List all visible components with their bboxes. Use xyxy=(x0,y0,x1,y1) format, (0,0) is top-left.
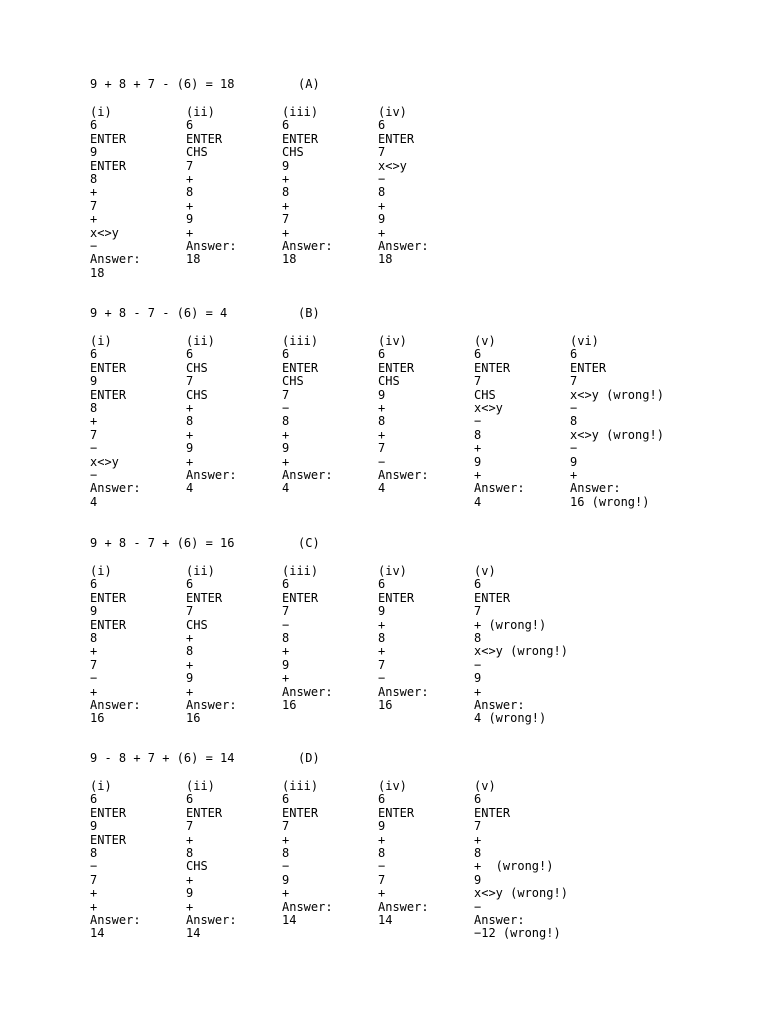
keystroke-step: ENTER xyxy=(282,131,319,146)
column-label: (i) xyxy=(90,105,112,119)
keystroke-step: 8 xyxy=(570,414,578,429)
solution-column xyxy=(90,106,186,280)
keystroke-step: 9 xyxy=(186,671,194,686)
keystroke-step: 8 xyxy=(186,414,194,429)
keystroke-step: + xyxy=(282,225,290,240)
keystroke-step: 9 xyxy=(282,657,290,672)
keystroke-step: − xyxy=(282,400,290,415)
keystroke-step: 9 xyxy=(90,374,98,389)
column-label: (v) xyxy=(474,779,496,793)
problem-label: (A) xyxy=(298,77,320,91)
solution-column xyxy=(474,565,570,726)
answer-label: Answer: xyxy=(474,481,525,496)
keystroke-step: + xyxy=(90,886,98,901)
keystroke-step: + xyxy=(90,644,98,659)
keystroke-step: 6 xyxy=(474,347,482,362)
keystroke-step: 7 xyxy=(282,604,290,619)
keystroke-step: 8 xyxy=(378,414,386,429)
keystroke-step: ENTER xyxy=(282,590,319,605)
keystroke-step: − xyxy=(474,414,482,429)
answer-label: Answer: xyxy=(378,238,429,253)
column-label: (iii) xyxy=(282,564,319,578)
keystroke-step: 8 xyxy=(378,185,386,200)
answer-label: Answer: xyxy=(90,697,141,712)
keystroke-step: − xyxy=(378,171,386,186)
keystroke-step: ENTER xyxy=(90,360,127,375)
column-label: (iv) xyxy=(378,334,407,348)
keystroke-step: + xyxy=(282,671,290,686)
keystroke-step: 6 xyxy=(570,347,578,362)
keystroke-step: 9 xyxy=(474,872,482,887)
answer-value: 16 xyxy=(378,697,393,712)
keystroke-step: 8 xyxy=(474,427,482,442)
answer-value: 4 (wrong!) xyxy=(474,711,547,726)
column-label: (iv) xyxy=(378,105,407,119)
keystroke-step: 8 xyxy=(90,171,98,186)
keystroke-step: 9 xyxy=(282,441,290,456)
keystroke-step: x<>y xyxy=(90,454,119,469)
answer-value: 18 xyxy=(90,265,105,280)
keystroke-step: 8 xyxy=(282,630,290,645)
problem-label: (C) xyxy=(298,536,320,550)
keystroke-step: 7 xyxy=(186,158,194,173)
keystroke-step: 8 xyxy=(282,414,290,429)
keystroke-step: ENTER xyxy=(474,360,511,375)
keystroke-step: 7 xyxy=(570,374,578,389)
keystroke-step: ENTER xyxy=(90,590,127,605)
keystroke-step: + xyxy=(186,684,194,699)
answer-value: 18 xyxy=(282,252,297,267)
keystroke-step: + (wrong!) xyxy=(474,859,554,874)
keystroke-step: 6 xyxy=(282,347,290,362)
solution-column xyxy=(90,335,186,509)
keystroke-step: 8 xyxy=(282,845,290,860)
keystroke-step: − xyxy=(474,657,482,672)
column-label: (iii) xyxy=(282,334,319,348)
solution-column xyxy=(186,780,282,941)
keystroke-step: + xyxy=(282,171,290,186)
keystroke-step: + xyxy=(90,185,98,200)
keystroke-step: + xyxy=(282,198,290,213)
keystroke-step: 7 xyxy=(90,657,98,672)
keystroke-step: CHS xyxy=(186,145,208,160)
keystroke-step: 8 xyxy=(186,185,194,200)
answer-label: Answer: xyxy=(186,238,237,253)
solution-column xyxy=(282,565,378,712)
keystroke-step: 8 xyxy=(282,185,290,200)
column-label: (vi) xyxy=(570,334,599,348)
keystroke-step: + xyxy=(186,872,194,887)
keystroke-step: + xyxy=(90,684,98,699)
keystroke-step: 7 xyxy=(282,819,290,834)
keystroke-step: x<>y (wrong!) xyxy=(474,886,568,901)
answer-label: Answer: xyxy=(282,684,333,699)
keystroke-step: ENTER xyxy=(90,158,127,173)
answer-label: Answer: xyxy=(186,467,237,482)
keystroke-step: + xyxy=(378,427,386,442)
keystroke-step: ENTER xyxy=(378,805,415,820)
keystroke-step: + xyxy=(90,414,98,429)
keystroke-step: 8 xyxy=(474,630,482,645)
answer-value: 14 xyxy=(378,912,393,927)
keystroke-step: 6 xyxy=(474,792,482,807)
keystroke-step: ENTER xyxy=(378,131,415,146)
keystroke-step: CHS xyxy=(186,360,208,375)
column-label: (v) xyxy=(474,334,496,348)
problem-heading xyxy=(90,306,320,320)
keystroke-step: 6 xyxy=(90,577,98,592)
column-label: (ii) xyxy=(186,334,215,348)
answer-value: 16 (wrong!) xyxy=(570,494,650,509)
keystroke-step: 8 xyxy=(474,845,482,860)
keystroke-step: x<>y xyxy=(378,158,407,173)
solution-column xyxy=(282,106,378,267)
keystroke-step: 6 xyxy=(378,577,386,592)
solution-column xyxy=(474,335,570,509)
keystroke-step: 7 xyxy=(186,374,194,389)
keystroke-step: 6 xyxy=(90,347,98,362)
keystroke-step: 6 xyxy=(282,118,290,133)
keystroke-step: ENTER xyxy=(90,805,127,820)
keystroke-step: 6 xyxy=(378,347,386,362)
keystroke-step: + xyxy=(282,427,290,442)
keystroke-step: + xyxy=(90,899,98,914)
keystroke-step: x<>y (wrong!) xyxy=(474,644,568,659)
column-label: (i) xyxy=(90,564,112,578)
column-label: (i) xyxy=(90,334,112,348)
keystroke-step: + xyxy=(186,427,194,442)
solution-column xyxy=(186,565,282,726)
keystroke-step: 9 xyxy=(282,872,290,887)
equation: 9 + 8 - 7 - (6) = 4 xyxy=(90,306,228,320)
solution-column xyxy=(378,335,474,496)
keystroke-step: 9 xyxy=(186,886,194,901)
problem-label: (B) xyxy=(298,306,320,320)
keystroke-step: x<>y xyxy=(90,225,119,240)
keystroke-step: − xyxy=(474,899,482,914)
problem-heading xyxy=(90,77,320,91)
answer-value: 16 xyxy=(282,697,297,712)
keystroke-step: 9 xyxy=(378,819,386,834)
keystroke-step: 7 xyxy=(378,145,386,160)
answer-label: Answer: xyxy=(378,467,429,482)
answer-label: Answer: xyxy=(474,697,525,712)
keystroke-step: 9 xyxy=(90,604,98,619)
keystroke-step: + xyxy=(282,454,290,469)
keystroke-step: 6 xyxy=(282,577,290,592)
column-label: (v) xyxy=(474,564,496,578)
keystroke-step: CHS xyxy=(186,387,208,402)
answer-value: 18 xyxy=(186,252,201,267)
keystroke-step: 8 xyxy=(378,845,386,860)
keystroke-step: CHS xyxy=(378,374,400,389)
keystroke-step: CHS xyxy=(186,859,208,874)
keystroke-step: + xyxy=(90,212,98,227)
answer-value: 18 xyxy=(378,252,393,267)
solution-column xyxy=(90,565,186,726)
keystroke-step: 7 xyxy=(90,198,98,213)
answer-label: Answer: xyxy=(378,899,429,914)
keystroke-step: 7 xyxy=(378,657,386,672)
keystroke-step: + xyxy=(186,657,194,672)
keystroke-step: − xyxy=(378,671,386,686)
keystroke-step: 9 xyxy=(186,212,194,227)
keystroke-step: 6 xyxy=(474,577,482,592)
keystroke-step: 6 xyxy=(186,792,194,807)
keystroke-step: 6 xyxy=(282,792,290,807)
keystroke-step: x<>y (wrong!) xyxy=(570,387,664,402)
answer-label: Answer: xyxy=(186,912,237,927)
keystroke-step: + xyxy=(474,832,482,847)
keystroke-step: CHS xyxy=(474,387,496,402)
keystroke-step: 7 xyxy=(186,819,194,834)
keystroke-step: 8 xyxy=(186,845,194,860)
keystroke-step: 7 xyxy=(474,604,482,619)
keystroke-step: 6 xyxy=(186,577,194,592)
keystroke-step: − xyxy=(282,859,290,874)
keystroke-step: + xyxy=(186,899,194,914)
keystroke-step: ENTER xyxy=(282,360,319,375)
equation: 9 + 8 + 7 - (6) = 18 xyxy=(90,77,235,91)
keystroke-step: 9 xyxy=(378,387,386,402)
keystroke-step: ENTER xyxy=(90,131,127,146)
keystroke-step: 9 xyxy=(90,145,98,160)
keystroke-step: 9 xyxy=(570,454,578,469)
keystroke-step: 7 xyxy=(378,872,386,887)
keystroke-step: ENTER xyxy=(378,360,415,375)
solution-column xyxy=(378,565,474,712)
keystroke-step: − xyxy=(90,441,98,456)
column-label: (iii) xyxy=(282,105,319,119)
keystroke-step: 6 xyxy=(186,118,194,133)
keystroke-step: − xyxy=(378,859,386,874)
answer-label: Answer: xyxy=(90,481,141,496)
keystroke-step: 7 xyxy=(282,387,290,402)
keystroke-step: + xyxy=(570,467,578,482)
keystroke-step: + xyxy=(474,441,482,456)
keystroke-step: CHS xyxy=(186,617,208,632)
solution-column xyxy=(474,780,570,941)
answer-value: 4 xyxy=(186,481,194,496)
answer-value: −12 (wrong!) xyxy=(474,926,561,941)
keystroke-step: ENTER xyxy=(90,617,127,632)
keystroke-step: + xyxy=(474,467,482,482)
keystroke-step: 8 xyxy=(90,400,98,415)
answer-label: Answer: xyxy=(474,912,525,927)
keystroke-step: + xyxy=(186,630,194,645)
keystroke-step: + xyxy=(186,400,194,415)
keystroke-step: 7 xyxy=(282,212,290,227)
keystroke-step: CHS xyxy=(282,374,304,389)
answer-label: Answer: xyxy=(90,252,141,267)
keystroke-step: + xyxy=(186,225,194,240)
keystroke-step: + xyxy=(186,171,194,186)
keystroke-step: − xyxy=(570,441,578,456)
keystroke-step: + (wrong!) xyxy=(474,617,547,632)
keystroke-step: 8 xyxy=(186,644,194,659)
keystroke-step: CHS xyxy=(282,145,304,160)
keystroke-step: + xyxy=(378,225,386,240)
keystroke-step: ENTER xyxy=(282,805,319,820)
keystroke-step: + xyxy=(186,454,194,469)
answer-value: 16 xyxy=(186,711,201,726)
keystroke-step: 7 xyxy=(474,374,482,389)
keystroke-step: − xyxy=(90,859,98,874)
answer-value: 4 xyxy=(282,481,290,496)
keystroke-step: − xyxy=(90,238,98,253)
keystroke-step: + xyxy=(282,832,290,847)
keystroke-step: ENTER xyxy=(474,805,511,820)
keystroke-step: ENTER xyxy=(186,131,223,146)
keystroke-step: 7 xyxy=(474,819,482,834)
column-label: (ii) xyxy=(186,779,215,793)
keystroke-step: − xyxy=(282,617,290,632)
keystroke-step: x<>y xyxy=(474,400,503,415)
solution-column xyxy=(90,780,186,941)
solution-column xyxy=(282,335,378,496)
problem-label: (D) xyxy=(298,751,320,765)
answer-value: 4 xyxy=(474,494,482,509)
keystroke-step: ENTER xyxy=(90,832,127,847)
keystroke-step: 7 xyxy=(90,872,98,887)
solution-column xyxy=(186,335,282,496)
column-label: (iv) xyxy=(378,564,407,578)
keystroke-step: + xyxy=(378,644,386,659)
solution-column xyxy=(378,780,474,927)
keystroke-step: 9 xyxy=(474,671,482,686)
answer-label: Answer: xyxy=(378,684,429,699)
equation: 9 + 8 - 7 + (6) = 16 xyxy=(90,536,235,550)
equation: 9 - 8 + 7 + (6) = 14 xyxy=(90,751,235,765)
keystroke-step: 6 xyxy=(186,347,194,362)
answer-label: Answer: xyxy=(282,899,333,914)
keystroke-step: + xyxy=(282,644,290,659)
keystroke-step: 9 xyxy=(90,819,98,834)
answer-label: Answer: xyxy=(186,697,237,712)
keystroke-step: 6 xyxy=(90,792,98,807)
keystroke-step: 8 xyxy=(90,845,98,860)
keystroke-step: 9 xyxy=(282,158,290,173)
answer-label: Answer: xyxy=(282,467,333,482)
keystroke-step: + xyxy=(282,886,290,901)
answer-value: 14 xyxy=(282,912,297,927)
keystroke-step: + xyxy=(378,832,386,847)
keystroke-step: ENTER xyxy=(186,805,223,820)
answer-label: Answer: xyxy=(282,238,333,253)
column-label: (i) xyxy=(90,779,112,793)
keystroke-step: ENTER xyxy=(474,590,511,605)
keystroke-step: 9 xyxy=(378,212,386,227)
keystroke-step: + xyxy=(474,684,482,699)
problem-heading xyxy=(90,536,320,550)
column-label: (ii) xyxy=(186,105,215,119)
keystroke-step: + xyxy=(378,617,386,632)
keystroke-step: − xyxy=(90,671,98,686)
keystroke-step: + xyxy=(186,832,194,847)
solution-column xyxy=(186,106,282,267)
answer-label: Answer: xyxy=(90,912,141,927)
answer-label: Answer: xyxy=(570,481,621,496)
keystroke-step: + xyxy=(378,400,386,415)
keystroke-step: 6 xyxy=(378,792,386,807)
keystroke-step: − xyxy=(570,400,578,415)
keystroke-step: − xyxy=(90,467,98,482)
answer-value: 14 xyxy=(186,926,201,941)
solution-column xyxy=(378,106,474,267)
keystroke-step: ENTER xyxy=(570,360,607,375)
keystroke-step: − xyxy=(378,454,386,469)
column-label: (iii) xyxy=(282,779,319,793)
keystroke-step: 9 xyxy=(186,441,194,456)
keystroke-step: 7 xyxy=(186,604,194,619)
answer-value: 14 xyxy=(90,926,105,941)
keystroke-step: 6 xyxy=(90,118,98,133)
keystroke-step: 9 xyxy=(474,454,482,469)
keystroke-step: ENTER xyxy=(378,590,415,605)
solution-column xyxy=(282,780,378,927)
keystroke-step: + xyxy=(378,198,386,213)
keystroke-step: ENTER xyxy=(90,387,127,402)
answer-value: 4 xyxy=(378,481,386,496)
keystroke-step: 7 xyxy=(90,427,98,442)
keystroke-step: 8 xyxy=(90,630,98,645)
problem-heading xyxy=(90,751,320,765)
solution-column xyxy=(570,335,666,509)
keystroke-step: + xyxy=(186,198,194,213)
column-label: (iv) xyxy=(378,779,407,793)
column-label: (ii) xyxy=(186,564,215,578)
keystroke-step: 6 xyxy=(378,118,386,133)
keystroke-step: + xyxy=(378,886,386,901)
keystroke-step: 8 xyxy=(378,630,386,645)
keystroke-step: 7 xyxy=(378,441,386,456)
answer-value: 16 xyxy=(90,711,105,726)
keystroke-step: x<>y (wrong!) xyxy=(570,427,664,442)
keystroke-step: 9 xyxy=(378,604,386,619)
answer-value: 4 xyxy=(90,494,98,509)
keystroke-step: ENTER xyxy=(186,590,223,605)
